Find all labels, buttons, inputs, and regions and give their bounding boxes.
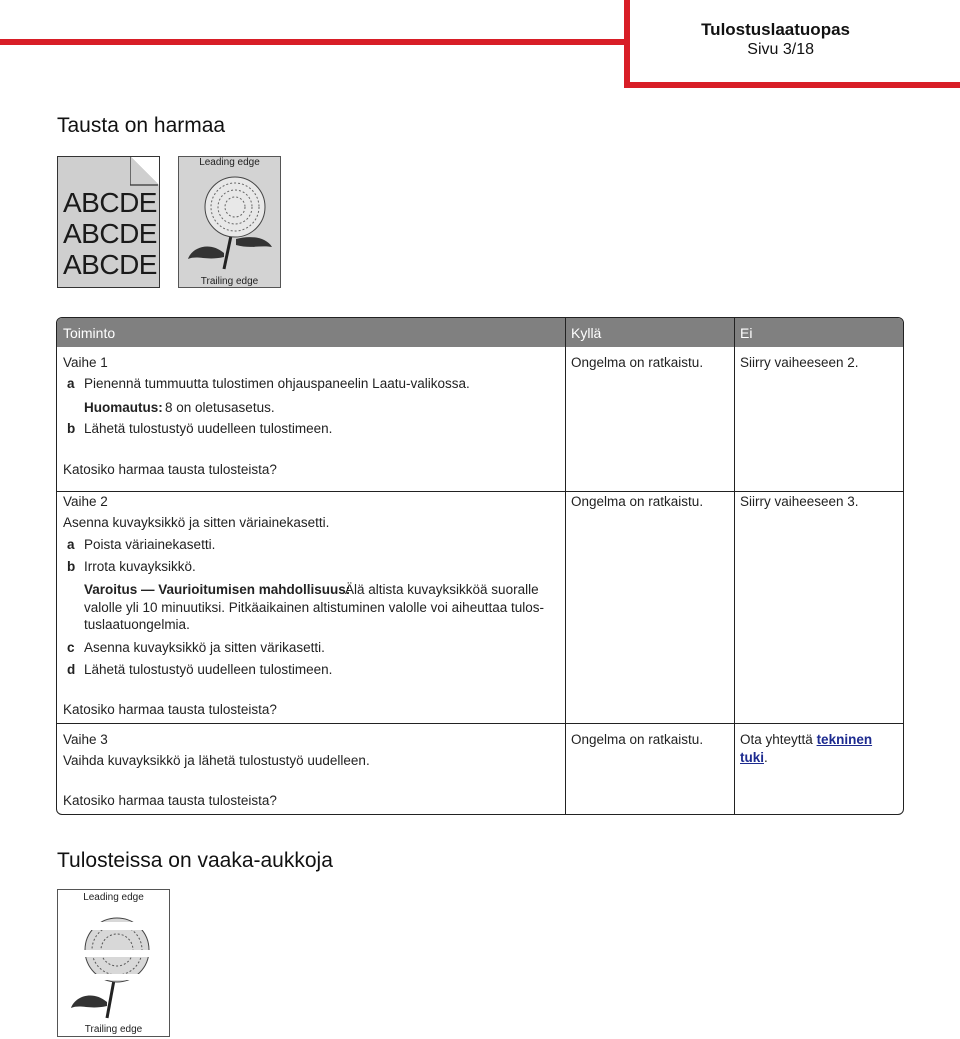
step-3-no-suffix: . <box>764 750 768 765</box>
step-2-a-letter: a <box>67 537 75 552</box>
sample-text-line: ABCDE <box>63 218 157 249</box>
step-2-yes-answer: Ongelma on ratkaistu. <box>571 494 704 509</box>
document-title: Tulostuslaatuopas <box>701 20 850 39</box>
trailing-edge-label: Trailing edge <box>200 276 259 287</box>
row-divider <box>57 723 903 724</box>
step-2-warning-label: Varoitus — Vaurioitumisen mahdollisuus: <box>84 582 351 597</box>
step-2-b-letter: b <box>67 559 76 574</box>
step-1-note-label: Huomautus: <box>84 400 163 415</box>
technical-support-link[interactable]: tuki <box>740 750 765 765</box>
step-3-title: Vaihe 3 <box>63 732 108 747</box>
step-2-warning-line: tuslaatuongelmia. <box>84 617 190 632</box>
step-3-no-answer-cont <box>740 750 768 765</box>
step-2-intro: Asenna kuvayksikkö ja sitten väriainekasetti. <box>63 515 330 530</box>
step-2-a-text: Poista väriainekasetti. <box>84 537 216 552</box>
header-red-rule <box>0 39 628 45</box>
column-header-action: Toiminto <box>63 325 116 341</box>
step-3-no-answer <box>740 732 872 747</box>
step-1-title: Vaihe 1 <box>63 355 108 370</box>
step-3-question: Katosiko harmaa tausta tulosteista? <box>63 793 277 808</box>
step-1-b-text: Lähetä tulostustyö uudelleen tulostimeen. <box>84 421 333 436</box>
step-3-text: Vaihda kuvayksikkö ja lähetä tulostustyö uudelleen. <box>63 753 370 768</box>
sample-text-line: ABCDE <box>63 187 157 218</box>
step-2-question: Katosiko harmaa tausta tulosteista? <box>63 702 277 717</box>
column-divider <box>565 318 566 815</box>
step-1-yes-answer: Ongelma on ratkaistu. <box>571 355 704 370</box>
step-1-question: Katosiko harmaa tausta tulosteista? <box>63 462 277 477</box>
leading-edge-label: Leading edge <box>199 157 260 168</box>
column-divider <box>734 318 735 815</box>
step-3-no-prefix: Ota yhteyttä <box>740 732 813 747</box>
step-1-a-text: Pienennä tummuutta tulostimen ohjauspaneelin Laatu-valikossa. <box>84 376 470 391</box>
technical-support-link[interactable]: tekninen <box>816 732 873 747</box>
column-header-yes: Kyllä <box>571 325 602 341</box>
step-2-d-text: Lähetä tulostustyö uudelleen tulostimeen. <box>84 662 333 677</box>
step-2-d-letter: d <box>67 662 76 677</box>
step-2-c-text: Asenna kuvayksikkö ja sitten värikasetti. <box>84 640 325 655</box>
step-2-warning-line: Älä altista kuvayksikköä suoralle <box>345 582 539 597</box>
trailing-edge-label: Trailing edge <box>84 1024 143 1035</box>
folded-corner-edge-icon <box>130 157 159 186</box>
step-1-no-answer: Siirry vaiheeseen 2. <box>740 355 859 370</box>
flower-illustration-icon <box>180 171 280 271</box>
gray-flower-page-illustration <box>178 156 281 288</box>
step-1-b-letter: b <box>67 421 76 436</box>
step-1-note-text: 8 on oletusasetus. <box>165 400 275 415</box>
step-2-no-answer: Siirry vaiheeseen 3. <box>740 494 859 509</box>
step-2-title: Vaihe 2 <box>63 494 108 509</box>
troubleshooting-table <box>56 317 904 815</box>
gray-text-page-illustration <box>57 156 160 288</box>
section-heading-horizontal-voids: Tulosteissa on vaaka-aukkoja <box>57 849 333 872</box>
column-header-no: Ei <box>740 325 753 341</box>
step-1-a-letter: a <box>67 376 75 391</box>
step-2-c-letter: c <box>67 640 75 655</box>
flower-with-voids-icon <box>59 910 169 1020</box>
page-number: Sivu 3/18 <box>747 41 814 58</box>
step-3-yes-answer: Ongelma on ratkaistu. <box>571 732 704 747</box>
leading-edge-label: Leading edge <box>83 892 144 903</box>
sample-text-line: ABCDE <box>63 249 157 280</box>
step-2-warning-line: valolle yli 10 minuutiksi. Pitkäaikainen altistuminen valolle voi aiheuttaa tulos- <box>84 600 544 615</box>
step-2-b-text: Irrota kuvayksikkö. <box>84 559 196 574</box>
table-header-row <box>57 318 903 347</box>
horizontal-voids-page-illustration <box>57 889 170 1037</box>
row-divider <box>57 491 903 492</box>
section-heading-gray-background: Tausta on harmaa <box>57 114 226 137</box>
